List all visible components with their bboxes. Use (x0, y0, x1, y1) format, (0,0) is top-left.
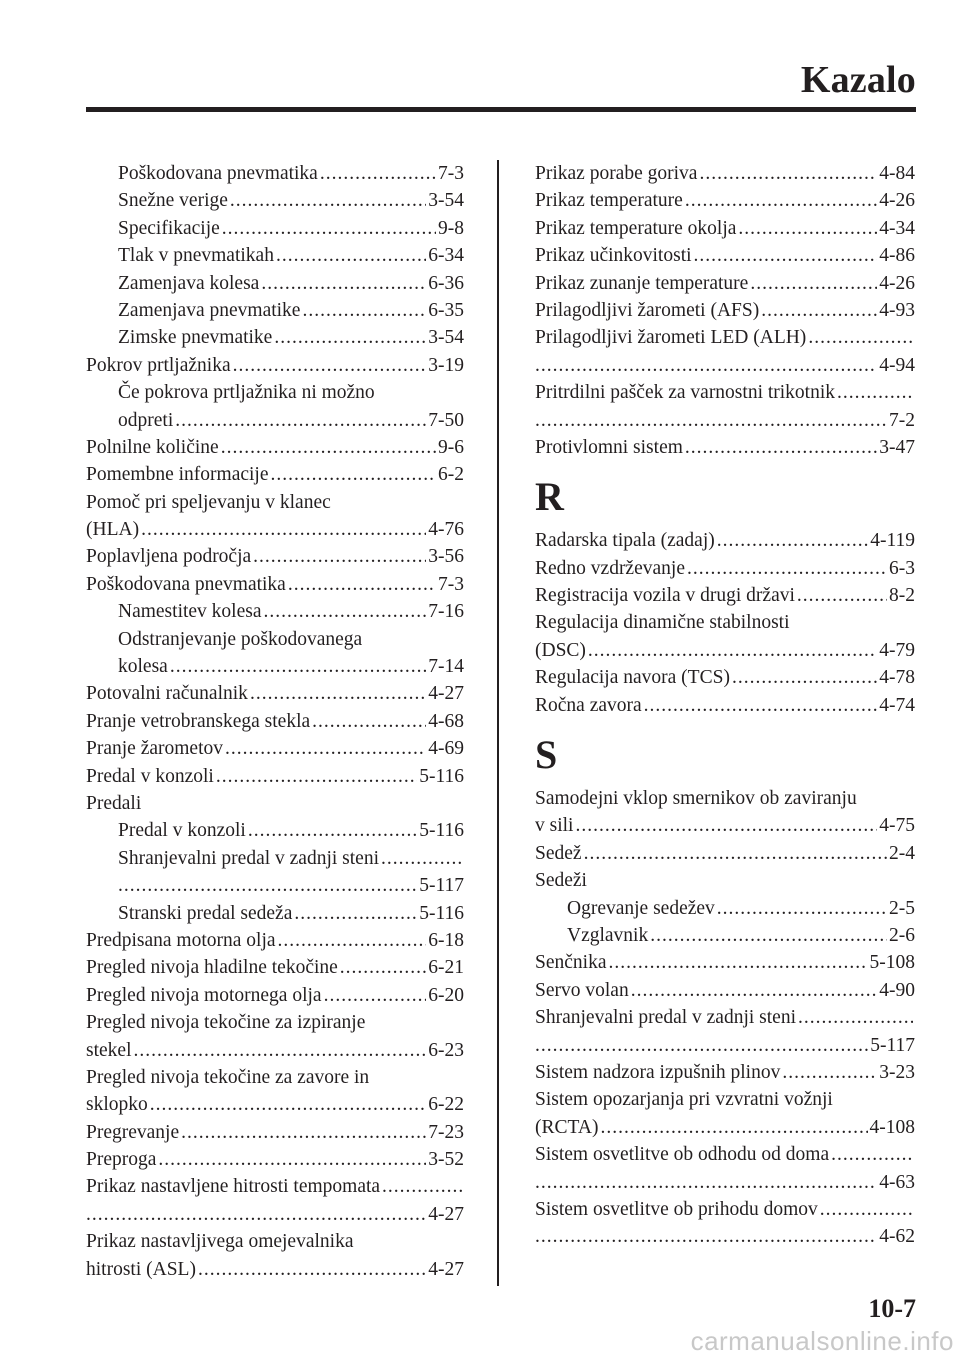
index-entry (535, 609, 915, 636)
index-subentry (86, 598, 464, 625)
dot-leader (230, 187, 426, 214)
index-entry (535, 555, 915, 582)
index-entry (86, 1173, 464, 1200)
index-subentry (535, 922, 915, 949)
entry-page-ref: 4-93 (879, 299, 915, 321)
dot-leader (687, 555, 887, 582)
entry-page-ref: 3-52 (428, 1149, 464, 1171)
entry-text: Protivlomni sistem (535, 436, 683, 458)
entry-text: Ročna zavora (535, 694, 642, 716)
dot-leader (608, 949, 867, 976)
dot-leader (340, 954, 426, 981)
entry-text: kolesa (118, 656, 168, 678)
entry-page-ref: 7-16 (428, 601, 464, 623)
index-entry (86, 571, 464, 598)
entry-text: Radarska tipala (zadaj) (535, 530, 715, 552)
entry-text: Sedež (535, 842, 582, 864)
index-entry (535, 949, 915, 976)
index-entry (535, 785, 915, 812)
entry-text: Zimske pnevmatike (118, 327, 273, 349)
index-entry (535, 297, 915, 324)
entry-page-ref: 6-21 (428, 957, 464, 979)
dot-leader (271, 461, 437, 488)
dot-leader (750, 270, 877, 297)
index-subentry (86, 653, 464, 680)
entry-page-ref: 7-14 (428, 656, 464, 678)
dot-leader (288, 571, 436, 598)
dot-leader (650, 922, 887, 949)
entry-text: Senčnika (535, 952, 607, 974)
page-header-title: Kazalo (800, 59, 916, 101)
watermark-text: carmanualsonline.info (690, 1326, 954, 1356)
dot-leader (198, 1256, 426, 1283)
entry-text: Sedeži (535, 870, 587, 892)
entry-text: Poškodovana pnevmatika (118, 163, 318, 184)
index-entry (535, 1223, 915, 1250)
dot-leader (86, 1201, 426, 1228)
index-entry (86, 982, 464, 1009)
dot-leader (685, 187, 877, 214)
entry-page-ref: 3-47 (879, 436, 915, 458)
entry-text: Potovalni računalnik (86, 683, 248, 705)
index-subentry (86, 379, 464, 406)
entry-text: Namestitev kolesa (118, 601, 262, 623)
dot-leader (216, 763, 417, 790)
index-subentry (86, 297, 464, 324)
index-entry (86, 735, 464, 762)
dot-leader (699, 160, 877, 187)
dot-leader (175, 407, 426, 434)
entry-page-ref: 7-2 (889, 409, 915, 431)
entry-page-ref: 4-119 (870, 530, 915, 552)
entry-text: Pomembne informacije (86, 464, 269, 486)
entry-text: Predpisana motorna olja (86, 929, 276, 951)
entry-text: Shranjevalni predal v zadnji steni (118, 847, 380, 869)
index-entry (535, 812, 915, 839)
entry-text: Pranje žarometov (86, 738, 223, 760)
entry-page-ref: 4-84 (879, 163, 915, 184)
index-column-right (535, 160, 915, 1251)
dot-leader (382, 1173, 462, 1200)
entry-page-ref: 2-6 (889, 924, 915, 946)
dot-leader (644, 692, 878, 719)
dot-leader (222, 215, 436, 242)
entry-page-ref: 4-27 (428, 683, 464, 705)
dot-leader (535, 407, 887, 434)
entry-text: Prikaz zunanje temperature (535, 272, 749, 294)
index-entry (535, 1004, 915, 1031)
entry-page-ref: 6-22 (428, 1094, 464, 1116)
entry-page-ref: 4-26 (879, 272, 915, 294)
entry-text: Prikaz temperature okolja (535, 217, 737, 239)
dot-leader (584, 840, 887, 867)
dot-leader (808, 324, 913, 351)
index-entry (86, 1009, 464, 1036)
index-entry (535, 637, 915, 664)
entry-text: Pomoč pri speljevanju v klanec (86, 491, 331, 513)
index-entry (535, 270, 915, 297)
index-entry (535, 1141, 915, 1168)
entry-page-ref: 9-6 (438, 436, 464, 458)
entry-text: v sili (535, 815, 574, 837)
entry-text: Preproga (86, 1149, 157, 1171)
index-entry (86, 516, 464, 543)
index-entry (535, 1086, 915, 1113)
entry-page-ref: 7-23 (428, 1121, 464, 1143)
entry-text: Zamenjava kolesa (118, 272, 260, 294)
index-subentry (86, 872, 464, 899)
dot-leader (831, 1141, 913, 1168)
entry-page-ref: 3-54 (428, 327, 464, 349)
index-entry (86, 434, 464, 461)
index-entry (535, 1059, 915, 1086)
entry-page-ref: 6-20 (428, 984, 464, 1006)
index-entry (535, 582, 915, 609)
entry-page-ref: 4-69 (428, 738, 464, 760)
entry-page-ref: 4-78 (879, 667, 915, 689)
entry-text: Zamenjava pnevmatike (118, 299, 301, 321)
entry-page-ref: 5-116 (419, 765, 464, 787)
index-subentry (86, 407, 464, 434)
dot-leader (717, 895, 887, 922)
entry-page-ref: 3-56 (428, 546, 464, 568)
entry-page-ref: 4-94 (879, 354, 915, 376)
index-entry (86, 1146, 464, 1173)
index-entry (86, 763, 464, 790)
entry-page-ref: 4-90 (879, 979, 915, 1001)
entry-text: Snežne verige (118, 190, 228, 212)
dot-leader (225, 735, 426, 762)
index-subentry (86, 187, 464, 214)
entry-text: (HLA) (86, 519, 140, 541)
dot-leader (233, 352, 427, 379)
entry-page-ref: 5-117 (870, 1034, 915, 1056)
index-entry (535, 1169, 915, 1196)
column-divider (497, 160, 499, 1286)
entry-page-ref: 7-3 (438, 573, 464, 595)
index-entry (535, 215, 915, 242)
entry-text: Predal v konzoli (118, 820, 246, 842)
index-entry (86, 708, 464, 735)
entry-page-ref: 4-68 (428, 710, 464, 732)
entry-page-ref: 4-63 (879, 1171, 915, 1193)
entry-page-ref: 6-23 (428, 1039, 464, 1061)
index-subentry (86, 900, 464, 927)
index-entry (86, 954, 464, 981)
entry-page-ref: 6-34 (428, 245, 464, 267)
entry-text: Regulacija dinamične stabilnosti (535, 612, 790, 634)
dot-leader (732, 664, 877, 691)
dot-leader (600, 1114, 867, 1141)
entry-page-ref: 4-76 (428, 519, 464, 541)
entry-text: Predali (86, 792, 142, 814)
index-entry (535, 1196, 915, 1223)
entry-text: odpreti (118, 409, 174, 431)
entry-page-ref: 4-79 (879, 639, 915, 661)
entry-text: Prikaz porabe goriva (535, 163, 698, 184)
dot-leader (782, 1059, 877, 1086)
index-entry (535, 434, 915, 461)
index-entry (535, 527, 915, 554)
entry-page-ref: 4-34 (879, 217, 915, 239)
index-entry (86, 927, 464, 954)
entry-page-ref: 2-5 (889, 897, 915, 919)
dot-leader (535, 1223, 877, 1250)
entry-page-ref: 3-19 (428, 354, 464, 376)
dot-leader (170, 653, 426, 680)
entry-text: Pregrevanje (86, 1121, 180, 1143)
entry-text: Prilagodljivi žarometi LED (ALH) (535, 327, 807, 349)
dot-leader (685, 434, 877, 461)
index-entry (535, 187, 915, 214)
index-entry (535, 1114, 915, 1141)
dot-leader (141, 516, 426, 543)
entry-page-ref: 7-50 (428, 409, 464, 431)
entry-page-ref: 6-36 (428, 272, 464, 294)
index-entry (535, 379, 915, 406)
entry-page-ref: 2-4 (889, 842, 915, 864)
entry-page-ref: 3-54 (428, 190, 464, 212)
entry-text: Pokrov prtljažnika (86, 354, 231, 376)
entry-page-ref: 4-108 (869, 1116, 915, 1138)
index-entry (86, 1091, 464, 1118)
entry-page-ref: 6-3 (889, 557, 915, 579)
entry-page-ref: 5-108 (869, 952, 915, 974)
entry-text: Prikaz nastavljivega omejevalnika (86, 1231, 354, 1253)
dot-leader (294, 900, 417, 927)
entry-text: Če pokrova prtljažnika ni možno (118, 382, 375, 404)
dot-leader (248, 817, 417, 844)
dot-leader (278, 927, 427, 954)
entry-text: Sistem opozarjanja pri vzvratni vožnji (535, 1089, 833, 1111)
dot-leader (381, 845, 462, 872)
entry-text: sklopko (86, 1094, 148, 1116)
index-entry (86, 1201, 464, 1228)
entry-page-ref: 6-18 (428, 929, 464, 951)
dot-leader (253, 543, 426, 570)
dot-leader (276, 242, 426, 269)
entry-text: Prilagodljivi žarometi (AFS) (535, 299, 760, 321)
entry-text: stekel (86, 1039, 132, 1061)
entry-text: Servo volan (535, 979, 629, 1001)
dot-leader (535, 352, 877, 379)
dot-leader (158, 1146, 426, 1173)
entry-text: (RCTA) (535, 1116, 599, 1138)
entry-text: Redno vzdrževanje (535, 557, 685, 579)
header-rule (86, 107, 916, 112)
dot-leader (312, 708, 426, 735)
dot-leader (820, 1196, 913, 1223)
entry-text: Pranje vetrobranskega stekla (86, 710, 311, 732)
entry-text: Sistem osvetlitve ob odhodu od doma (535, 1144, 830, 1166)
section-letter-r: R (535, 474, 564, 520)
index-subentry (86, 242, 464, 269)
index-entry (86, 1228, 464, 1255)
entry-text: (DSC) (535, 639, 586, 661)
entry-text: Poškodovana pnevmatika (86, 573, 286, 595)
index-subentry (86, 215, 464, 242)
dot-leader (324, 982, 427, 1009)
dot-leader (717, 527, 868, 554)
dot-leader (631, 977, 878, 1004)
dot-leader (535, 1169, 877, 1196)
entry-page-ref: 6-2 (438, 464, 464, 486)
dot-leader (535, 1032, 868, 1059)
entry-page-ref: 4-74 (879, 694, 915, 716)
index-entry (86, 489, 464, 516)
entry-text: Pritrdilni pašček za varnostni trikotnik (535, 382, 836, 404)
index-entry (86, 1119, 464, 1146)
index-subentry (86, 160, 464, 187)
dot-leader (798, 1004, 913, 1031)
entry-page-ref: 5-117 (419, 875, 464, 897)
index-entry (535, 324, 915, 351)
index-entry (535, 160, 915, 187)
index-entry (535, 1032, 915, 1059)
index-entry (86, 1064, 464, 1091)
entry-page-ref: 4-62 (879, 1226, 915, 1248)
index-entry (86, 680, 464, 707)
index-entry (535, 407, 915, 434)
entry-page-ref: 5-116 (419, 902, 464, 924)
dot-leader (320, 160, 436, 187)
dot-leader (133, 1037, 426, 1064)
entry-text: Ogrevanje sedežev (567, 897, 715, 919)
entry-text: Registracija vozila v drugi državi (535, 585, 795, 607)
entry-text: Predal v konzoli (86, 765, 214, 787)
index-entry (535, 352, 915, 379)
dot-leader (797, 582, 887, 609)
index-subentry (86, 817, 464, 844)
entry-text: Samodejni vklop smernikov ob zaviranju (535, 788, 857, 810)
entry-text: Stranski predal sedeža (118, 902, 293, 924)
index-entry (86, 790, 464, 817)
index-entry (86, 352, 464, 379)
index-subentry (86, 626, 464, 653)
entry-text: Prikaz temperature (535, 190, 683, 212)
entry-text: Specifikacije (118, 217, 220, 239)
entry-text: Shranjevalni predal v zadnji steni (535, 1007, 797, 1029)
index-entry (86, 543, 464, 570)
dot-leader (694, 242, 878, 269)
dot-leader (738, 215, 877, 242)
index-entry (535, 977, 915, 1004)
entry-text: Prikaz nastavljene hitrosti tempomata (86, 1176, 381, 1198)
dot-leader (588, 637, 877, 664)
entry-page-ref: 4-75 (879, 815, 915, 837)
index-subentry (86, 324, 464, 351)
section-letter-s: S (535, 732, 558, 778)
dot-leader (761, 297, 877, 324)
index-entry (86, 1037, 464, 1064)
dot-leader (837, 379, 913, 406)
dot-leader (250, 680, 426, 707)
index-column-left (86, 160, 464, 1283)
entry-text: Pregled nivoja motornega olja (86, 984, 322, 1006)
dot-leader (274, 324, 426, 351)
dot-leader (221, 434, 436, 461)
entry-text: Pregled nivoja tekočine za zavore in (86, 1066, 370, 1088)
dot-leader (261, 270, 426, 297)
index-subentry (86, 845, 464, 872)
index-entry (86, 1256, 464, 1283)
entry-text: Prikaz učinkovitosti (535, 245, 692, 267)
entry-page-ref: 4-86 (879, 245, 915, 267)
dot-leader (575, 812, 877, 839)
index-entry (535, 867, 915, 894)
entry-text: Sistem nadzora izpušnih plinov (535, 1061, 781, 1083)
entry-page-ref: 5-116 (419, 820, 464, 842)
index-subentry (535, 895, 915, 922)
page-number: 10-7 (868, 1294, 916, 1323)
index-entry (535, 242, 915, 269)
dot-leader (302, 297, 426, 324)
entry-page-ref: 4-27 (428, 1258, 464, 1280)
index-entry (86, 461, 464, 488)
entry-page-ref: 7-3 (438, 163, 464, 184)
entry-text: Regulacija navora (TCS) (535, 667, 730, 689)
entry-text: Pregled nivoja hladilne tekočine (86, 957, 338, 979)
entry-text: Sistem osvetlitve ob prihodu domov (535, 1198, 818, 1220)
index-entry (535, 840, 915, 867)
entry-text: Odstranjevanje poškodovanega (118, 628, 363, 650)
entry-page-ref: 8-2 (889, 585, 915, 607)
entry-text: Poplavljena področja (86, 546, 252, 568)
entry-page-ref: 9-8 (438, 217, 464, 239)
entry-page-ref: 6-35 (428, 299, 464, 321)
index-entry (535, 664, 915, 691)
entry-text: Vzglavnik (567, 924, 649, 946)
entry-text: Pregled nivoja tekočine za izpiranje (86, 1012, 366, 1034)
entry-page-ref: 4-27 (428, 1203, 464, 1225)
index-entry (535, 692, 915, 719)
index-subentry (86, 270, 464, 297)
entry-text: hitrosti (ASL) (86, 1258, 196, 1280)
entry-page-ref: 3-23 (879, 1061, 915, 1083)
dot-leader (181, 1119, 426, 1146)
dot-leader (264, 598, 427, 625)
entry-text: Tlak v pnevmatikah (118, 245, 274, 267)
dot-leader (150, 1091, 426, 1118)
dot-leader (118, 872, 417, 899)
entry-page-ref: 4-26 (879, 190, 915, 212)
entry-text: Polnilne količine (86, 436, 219, 458)
